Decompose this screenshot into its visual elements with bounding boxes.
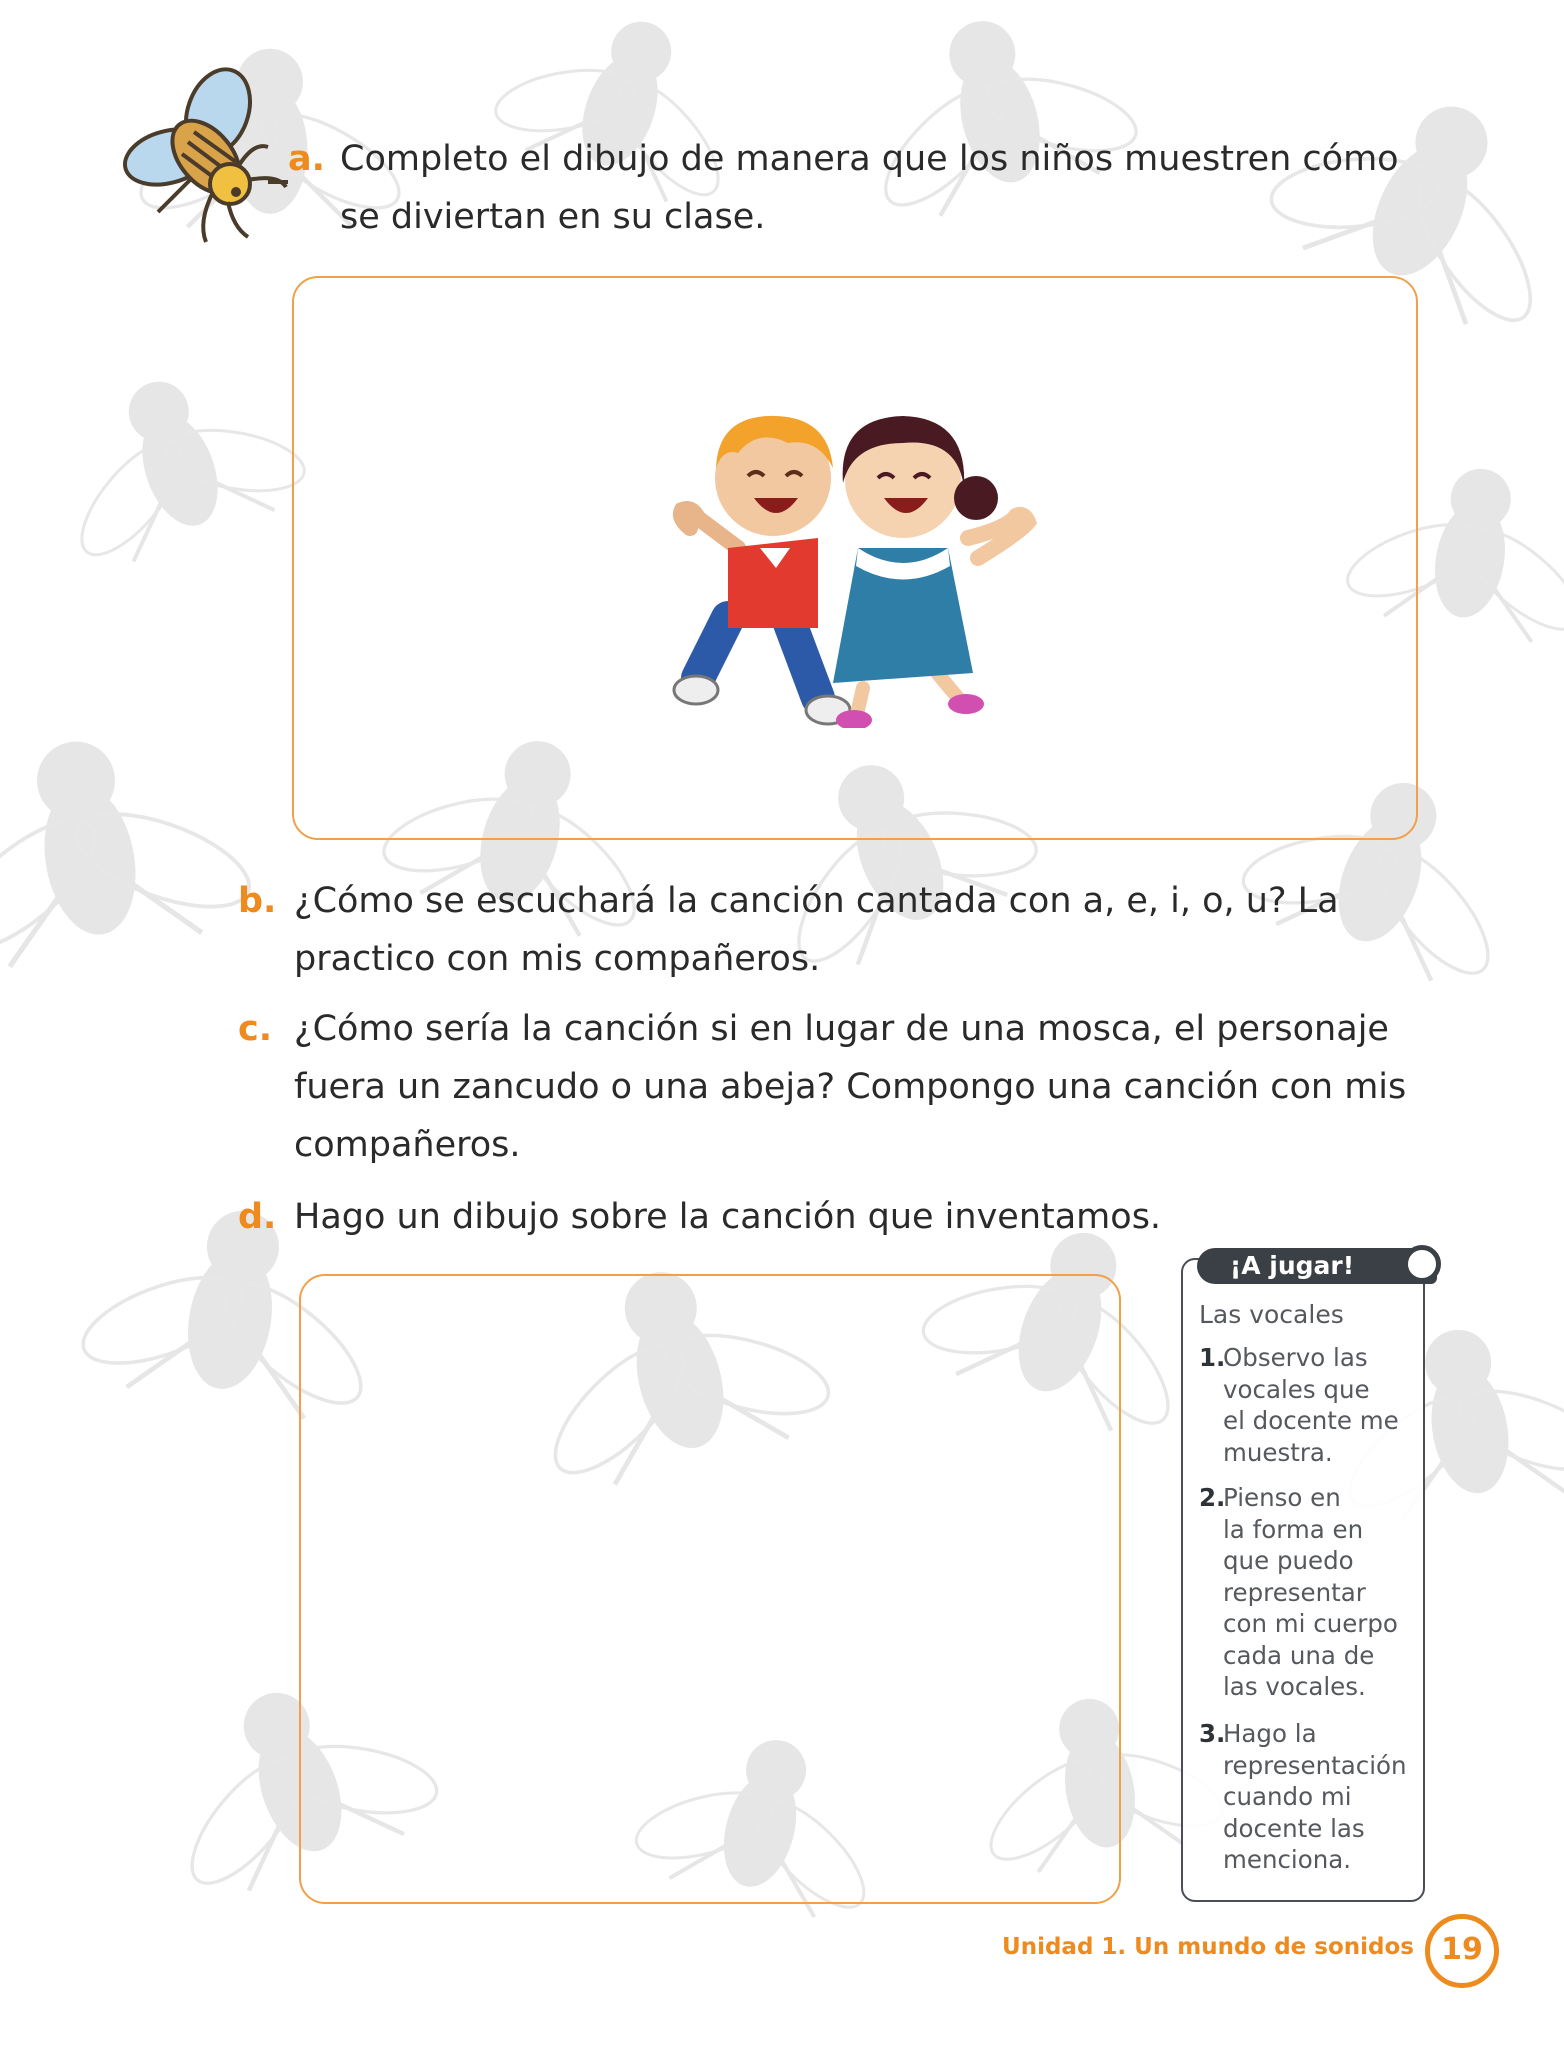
tab-circle-icon	[1403, 1245, 1441, 1283]
activity-step	[1199, 1342, 1429, 1468]
activity-sidebar-title: ¡A jugar!	[1229, 1251, 1355, 1280]
step-number: 2.	[1199, 1483, 1226, 1512]
question-text-line: ¿Cómo se escuchará la canción cantada con a, e, i, o, u? La	[294, 881, 1339, 921]
question-letter: d.	[238, 1197, 277, 1237]
children-illustration	[668, 398, 1038, 728]
question-text-line: compañeros.	[294, 1125, 521, 1165]
page-number: 19	[1425, 1914, 1499, 1988]
drawing-box-d[interactable]	[299, 1274, 1121, 1904]
question-a	[288, 130, 1438, 246]
question-letter: a.	[288, 139, 325, 179]
unit-footer-label: Unidad 1. Un mundo de sonidos	[1002, 1934, 1414, 1960]
step-text: Observo las vocales que el docente me muestra.	[1223, 1343, 1399, 1467]
boy-figure	[674, 416, 850, 724]
activity-sidebar-tab	[1197, 1248, 1437, 1284]
activity-sidebar-subtitle: Las vocales	[1199, 1300, 1344, 1329]
question-text-line: fuera un zancudo o una abeja? Compongo una canción con mis	[294, 1067, 1407, 1107]
question-text-line: se diviertan en su clase.	[340, 197, 766, 237]
question-text-line: ¿Cómo sería la canción si en lugar de una mosca, el personaje	[294, 1009, 1389, 1049]
question-letter: b.	[238, 881, 277, 921]
fly-mascot-icon	[118, 62, 288, 252]
question-text-line: practico con mis compañeros.	[294, 939, 821, 979]
question-text-line: Hago un dibujo sobre la canción que inventamos.	[294, 1197, 1162, 1237]
step-text: Pienso en la forma en que puedo representar con mi cuerpo cada una de las vocales.	[1223, 1483, 1398, 1701]
step-text: Hago la representación cuando mi docente las menciona.	[1223, 1719, 1407, 1874]
question-d	[238, 1188, 1238, 1246]
girl-figure	[833, 416, 1028, 728]
step-number: 1.	[1199, 1343, 1226, 1372]
activity-step	[1199, 1718, 1429, 1876]
question-b	[238, 872, 1438, 988]
question-c	[238, 1000, 1458, 1174]
step-number: 3.	[1199, 1719, 1226, 1748]
activity-step	[1199, 1482, 1429, 1703]
question-text-line: Completo el dibujo de manera que los niños muestren cómo	[340, 139, 1399, 179]
question-letter: c.	[238, 1009, 273, 1049]
